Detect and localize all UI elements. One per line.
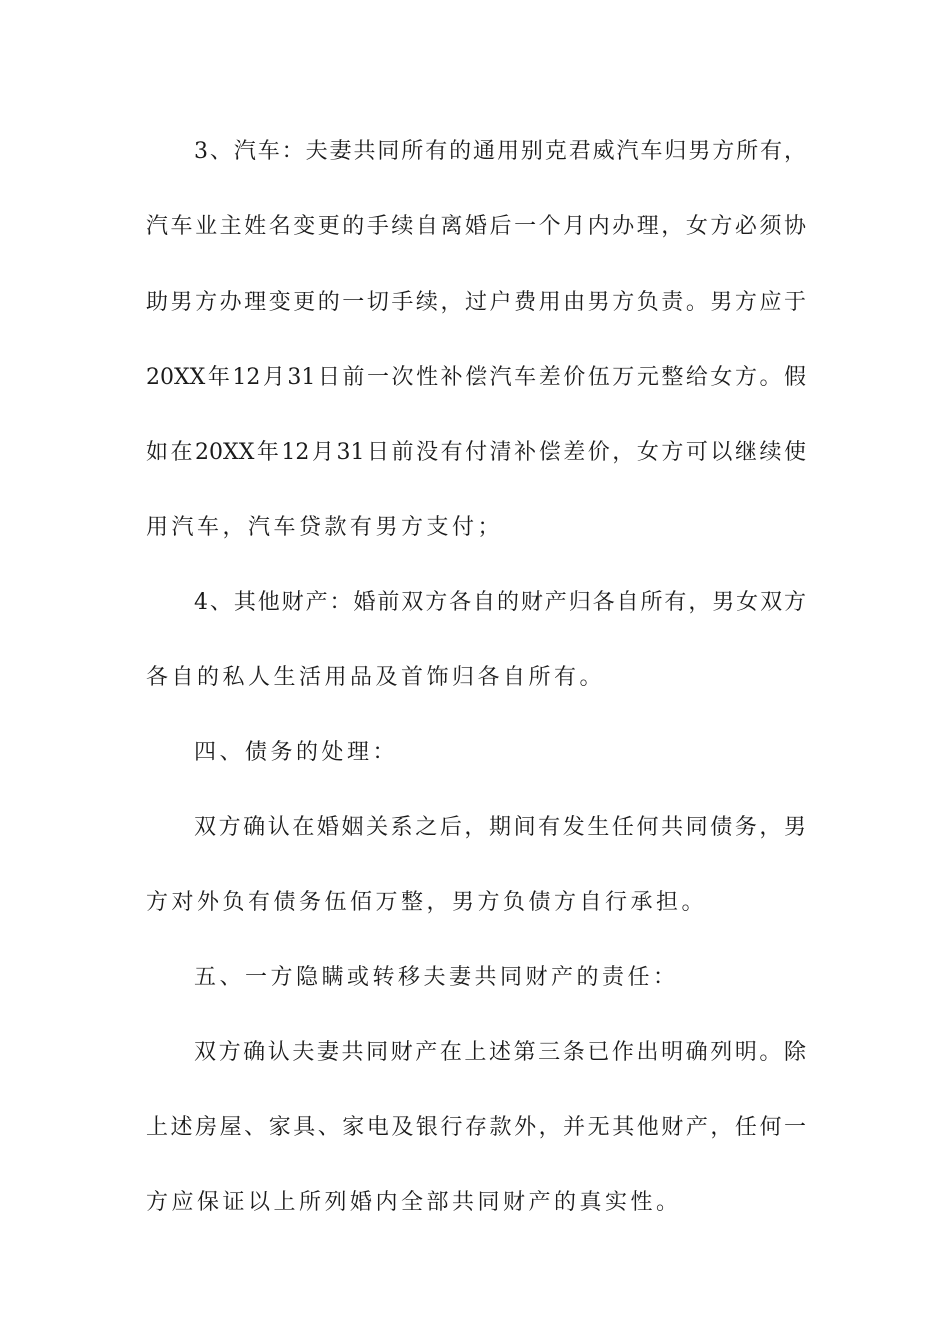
text-line: 助男方办理变更的一切手续，过户费用由男方负责。男方应于 — [146, 290, 806, 315]
text-line: 方对外负有债务伍佰万整，男方负债方自行承担。 — [146, 890, 708, 915]
text-line: 20XX年12月31日前一次性补偿汽车差价伍万元整给女方。假 — [146, 365, 806, 390]
text-line: 如在20XX年12月31日前没有付清补偿差价，女方可以继续使 — [146, 440, 806, 465]
text-line: 方应保证以上所列婚内全部共同财产的真实性。 — [146, 1190, 682, 1215]
text-line: 双方确认夫妻共同财产在上述第三条已作出明确列明。除 — [194, 1040, 806, 1065]
text-line: 4、其他财产：婚前双方各自的财产归各自所有，男女双方 — [194, 590, 806, 615]
section-heading: 五、一方隐瞒或转移夫妻共同财产的责任： — [194, 965, 679, 990]
section-heading: 四、债务的处理： — [194, 740, 399, 765]
text-line: 用汽车，汽车贷款有男方支付； — [146, 515, 504, 540]
text-line: 汽车业主姓名变更的手续自离婚后一个月内办理，女方必须协 — [146, 214, 806, 239]
text-line: 各自的私人生活用品及首饰归各自所有。 — [146, 665, 606, 690]
text-line: 上述房屋、家具、家电及银行存款外，并无其他财产，任何一 — [146, 1115, 806, 1140]
text-line: 3、汽车：夫妻共同所有的通用别克君威汽车归男方所有， — [194, 139, 806, 164]
text-line: 双方确认在婚姻关系之后，期间有发生任何共同债务，男 — [194, 815, 806, 840]
